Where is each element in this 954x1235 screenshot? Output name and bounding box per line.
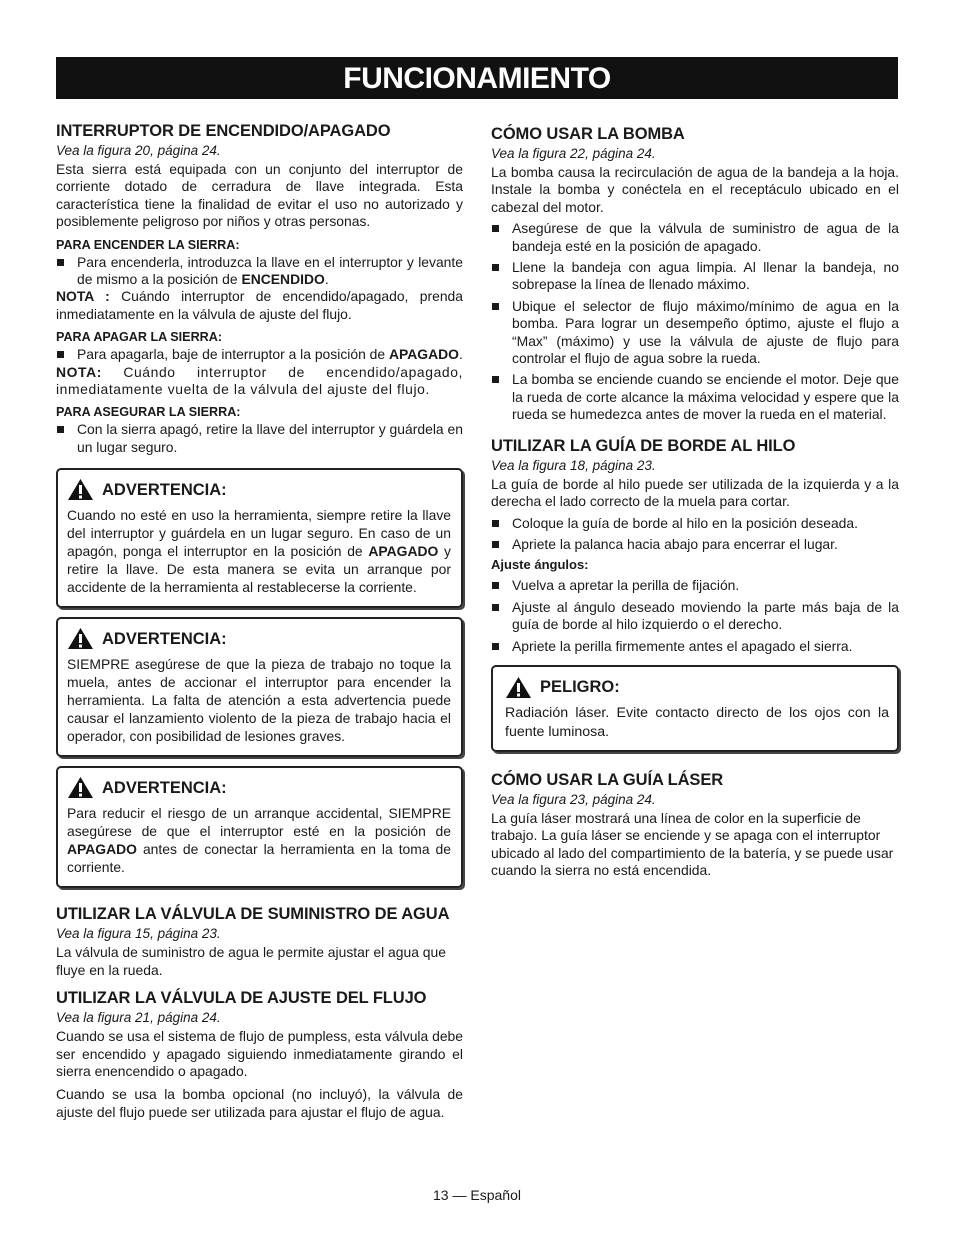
warning-text: SIEMPRE asegúrese de que la pieza de trabajo no toque la muela, antes de accionar el interruptor para encender la herramienta. La falta de atención a esta advertencia puede causar el lanzamiento violento de la pieza de trabajo hacia el operador, con posibilidad de lesiones graves. (67, 656, 451, 745)
turn-off-subheading: PARA APAGAR LA SIERRA: (56, 330, 223, 345)
warning-title: ADVERTENCIA: (102, 629, 227, 648)
danger-box (491, 665, 899, 752)
supply-valve-text: La válvula de suministro de agua le permite ajustar el agua que fluye en la rueda. (56, 944, 446, 978)
warning-triangle-icon (67, 627, 94, 650)
secure-subheading: PARA ASEGURAR LA SIERRA: (56, 405, 241, 420)
page-title: FUNCIONAMIENTO (56, 57, 898, 99)
note-on: NOTA : Cuándo interruptor de encendido/apagado, prenda inmediatamente en la válvula de ajuste del flujo. (56, 288, 463, 322)
figure-reference: Vea la figura 18, página 23. (491, 457, 656, 473)
warning-box (56, 468, 463, 608)
switch-section (56, 121, 463, 456)
figure-reference: Vea la figura 23, página 24. (491, 791, 656, 807)
turn-on-subheading: PARA ENCENDER LA SIERRA: (56, 237, 240, 252)
danger-title: PELIGRO: (540, 678, 620, 697)
flow-valve-heading: UTILIZAR LA VÁLVULA DE AJUSTE DEL FLUJO (56, 989, 427, 1008)
danger-text: Radiación láser. Evite contacto directo de los ojos con la fuente luminosa. (505, 704, 889, 740)
warning-box (56, 617, 463, 757)
flow-valve-text: Cuando se usa el sistema de flujo de pumpless, esta válvula debe ser encendido y apagado siguiendo inmediatamente girando el sierra enencendido o apagado. (56, 1028, 463, 1079)
warning-title: ADVERTENCIA: (102, 778, 227, 797)
left-column (56, 121, 463, 1123)
list-item: Asegúrese de que la válvula de suministro de agua de la bandeja esté en la posición de apagado. (491, 220, 899, 255)
list-item: Ajuste al ángulo deseado moviendo la parte más baja de la guía de borde al hilo izquierdo o el derecho. (491, 599, 899, 634)
warning-title: ADVERTENCIA: (102, 480, 227, 499)
adjust-angles-subheading: Ajuste ángulos: (491, 557, 589, 573)
pump-section (491, 124, 899, 424)
flow-valve-text: Cuando se usa la bomba opcional (no incluyó), la válvula de ajuste del flujo puede ser utilizada para ajustar el flujo de agua. (56, 1086, 463, 1120)
warning-box (56, 766, 463, 888)
laser-section (491, 770, 899, 880)
flow-valve-section (56, 988, 463, 1121)
warning-triangle-icon (67, 776, 94, 799)
pump-intro: La bomba causa la recirculación de agua de la bandeja a la hoja. Instale la bomba y conéctela en el receptáculo ubicado en el cabezal del motor. (491, 164, 899, 215)
list-item: La bomba se enciende cuando se enciende el motor. Deje que la rueda de corte alcance la máxima velocidad y espere que la rueda se humedezca antes de mover la rueda en el material. (491, 371, 899, 423)
right-column (491, 121, 899, 882)
list-item: Con la sierra apagó, retire la llave del interruptor y guárdela en un lugar seguro. (56, 421, 463, 456)
supply-valve-heading: UTILIZAR LA VÁLVULA DE SUMINISTRO DE AGUA (56, 905, 450, 924)
warning-text: Para reducir el riesgo de un arranque accidental, SIEMPRE asegúrese de que el interruptor esté en la posición de APAGADO antes de conectar la herramienta en la toma de corriente. (67, 805, 451, 876)
edge-guide-heading: UTILIZAR LA GUÍA DE BORDE AL HILO (491, 436, 796, 455)
warning-triangle-icon (505, 676, 532, 699)
warning-triangle-icon (67, 478, 94, 501)
switch-intro: Esta sierra está equipada con un conjunto del interruptor de corriente dotado de cerradura de llave integrada. Esta característica tiene la finalidad de evitar el uso no autorizado y posiblemente peligroso por niños y otras personas. (56, 161, 463, 230)
figure-reference: Vea la figura 22, página 24. (491, 146, 656, 161)
list-item: Para encenderla, introduzca la llave en el interruptor y levante de mismo a la posición de ENCENDIDO. (56, 254, 463, 289)
list-item: Llene la bandeja con agua limpia. Al llenar la bandeja, no sobrepase la línea de llenado máximo. (491, 259, 899, 294)
note-off: NOTA: Cuándo interruptor de encendido/apagado, inmediatamente vuelta de la válvula del ajuste del flujo. (56, 363, 463, 398)
edge-guide-section (491, 436, 899, 655)
edge-guide-intro: La guía de borde al hilo puede ser utilizada de la izquierda y a la derecha el lado correcto de la muela para cortar. (491, 475, 899, 510)
list-item: Para apagarla, baje de interruptor a la posición de APAGADO. (56, 346, 463, 363)
list-item: Vuelva a apretar la perilla de fijación. (491, 577, 899, 594)
list-item: Ubique el selector de flujo máximo/mínimo de agua en la bomba. Para lograr un desempeño óptimo, ajuste el flujo a “Max” (máximo) y use la válvula de ajuste de flujo para controlar el flujo de agua sobre la rueda. (491, 298, 899, 368)
list-item: Apriete la palanca hacia abajo para encerrar el lugar. (491, 536, 899, 553)
laser-text: La guía láser mostrará una línea de color en la superficie de trabajo. La guía láser se enciende y se apaga con el interruptor ubicado al lado del compartimiento de la batería, y se puede usar cuando la sierra no está encendida. (491, 809, 894, 879)
page-footer: 13 — Español (433, 1187, 521, 1203)
figure-reference: Vea la figura 20, página 24. (56, 143, 221, 158)
pump-heading: CÓMO USAR LA BOMBA (491, 125, 685, 143)
warning-text: Cuando no esté en uso la herramienta, siempre retire la llave del interruptor y guárdela en un lugar seguro. En caso de un apagón, ponga el interruptor en la posición de APAGADO y retire la llave. De esta manera se evita un arranque por accidente de la herramienta al restablecerse la corriente. (67, 507, 451, 596)
figure-reference: Vea la figura 21, página 24. (56, 1010, 221, 1026)
laser-heading: CÓMO USAR LA GUÍA LÁSER (491, 770, 724, 789)
switch-heading: INTERRUPTOR DE ENCENDIDO/APAGADO (56, 122, 391, 140)
figure-reference: Vea la figura 15, página 23. (56, 926, 221, 942)
supply-valve-section (56, 904, 463, 979)
list-item: Apriete la perilla firmemente antes el apagado el sierra. (491, 638, 899, 655)
list-item: Coloque la guía de borde al hilo en la posición deseada. (491, 515, 899, 532)
